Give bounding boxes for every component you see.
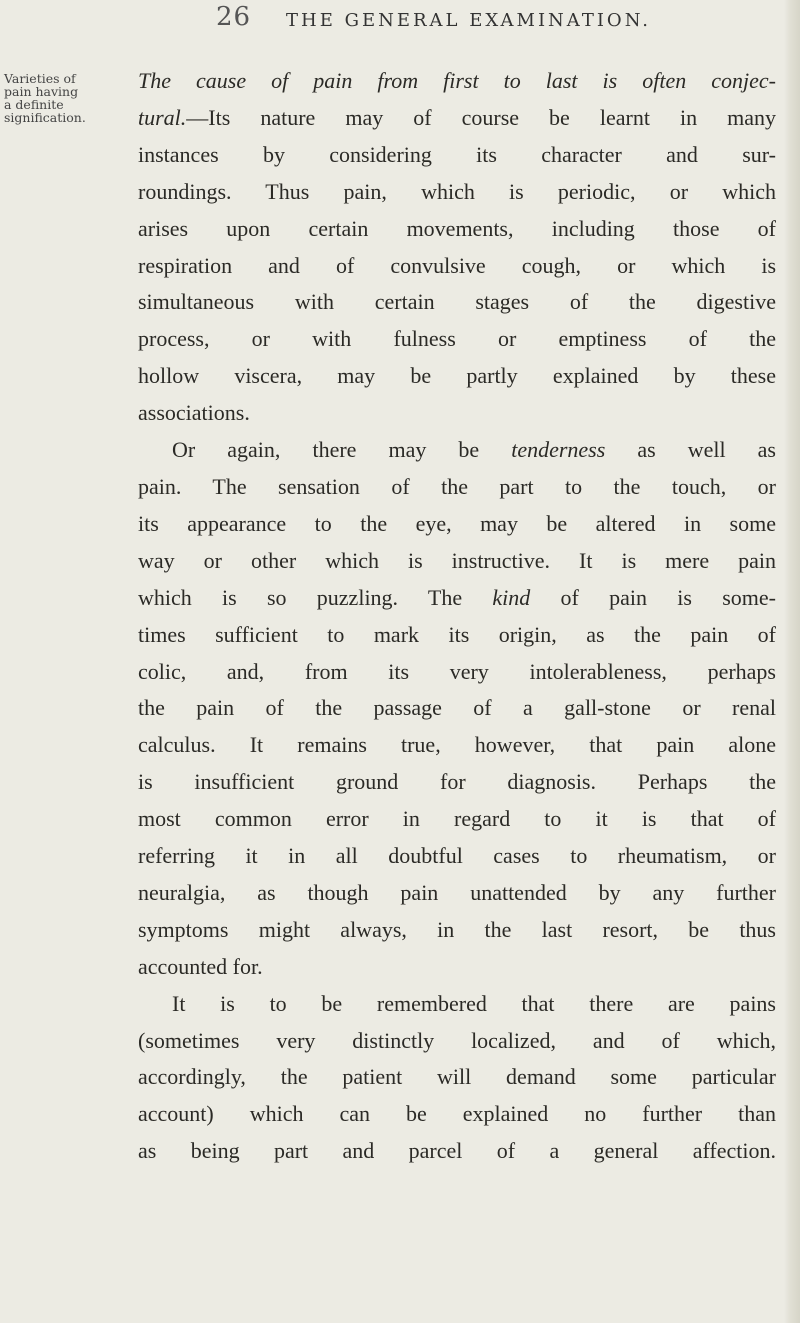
text-line: instances by considering its character and sur-	[138, 141, 776, 167]
text-line: colic, and, from its very intolerableness, perhaps	[138, 658, 776, 684]
emphasis-tenderness: tenderness	[511, 437, 606, 463]
text-line: accordingly, the patient will demand some particular	[138, 1064, 776, 1090]
text-line: hollow viscera, may be partly explained by these	[138, 363, 776, 389]
text-line: roundings. Thus pain, which is periodic, or which	[138, 178, 776, 204]
text-line: neuralgia, as though pain unattended by any further	[138, 879, 776, 905]
text-line: Or again, there may be tenderness as well as	[172, 437, 776, 463]
text-line: which is so puzzling. The kind of pain is some-	[138, 584, 776, 610]
running-head: THE GENERAL EXAMINATION.	[286, 10, 652, 31]
text-line: most common error in regard to it is that of	[138, 806, 776, 832]
text-line: simultaneous with certain stages of the digestive	[138, 289, 776, 315]
text-line: symptoms might always, in the last resort, be thus	[138, 916, 776, 942]
text-line: account) which can be explained no further than	[138, 1101, 776, 1127]
page-number: 26	[216, 2, 252, 32]
marginal-note-line: signification.	[4, 110, 86, 125]
text-line: referring it in all doubtful cases to rheumatism, or	[138, 843, 776, 869]
marginal-note-line: a definite	[4, 97, 64, 112]
marginal-note-line: Varieties of	[4, 71, 76, 86]
text-line: the pain of the passage of a gall-stone or renal	[138, 695, 776, 721]
text-line: calculus. It remains true, however, that pain alone	[138, 732, 776, 758]
section-title-part: tural.	[138, 104, 187, 130]
marginal-note-line: pain having	[4, 84, 79, 99]
text-line: is insufficient ground for diagnosis. Perhaps the	[138, 769, 776, 795]
text-line: It is to be remembered that there are pains	[172, 990, 776, 1016]
emphasis-kind: kind	[492, 584, 531, 610]
text-line: tural.—Its nature may of course be learnt in many	[138, 104, 776, 130]
text-line: accounted for.	[138, 953, 263, 979]
section-title-part: The cause of pain from first to last is often conjec-	[138, 68, 776, 93]
text-line: (sometimes very distinctly localized, and of which,	[138, 1027, 776, 1053]
text-line: pain. The sensation of the part to the touch, or	[138, 473, 776, 499]
text-line: as being part and parcel of a general affection.	[138, 1138, 776, 1164]
page-edge-shadow	[784, 0, 800, 1323]
text-line: way or other which is instructive. It is mere pain	[138, 547, 776, 573]
body-text	[138, 63, 776, 1170]
text-line: arises upon certain movements, including those of	[138, 215, 776, 241]
marginal-note	[4, 72, 130, 124]
text-line: times sufficient to mark its origin, as the pain of	[138, 621, 776, 647]
text-line: its appearance to the eye, may be altered in some	[138, 510, 776, 536]
text-line: respiration and of convulsive cough, or which is	[138, 252, 776, 278]
text-line: associations.	[138, 400, 250, 426]
text-line	[138, 63, 776, 100]
text-line: process, or with fulness or emptiness of the	[138, 326, 776, 352]
